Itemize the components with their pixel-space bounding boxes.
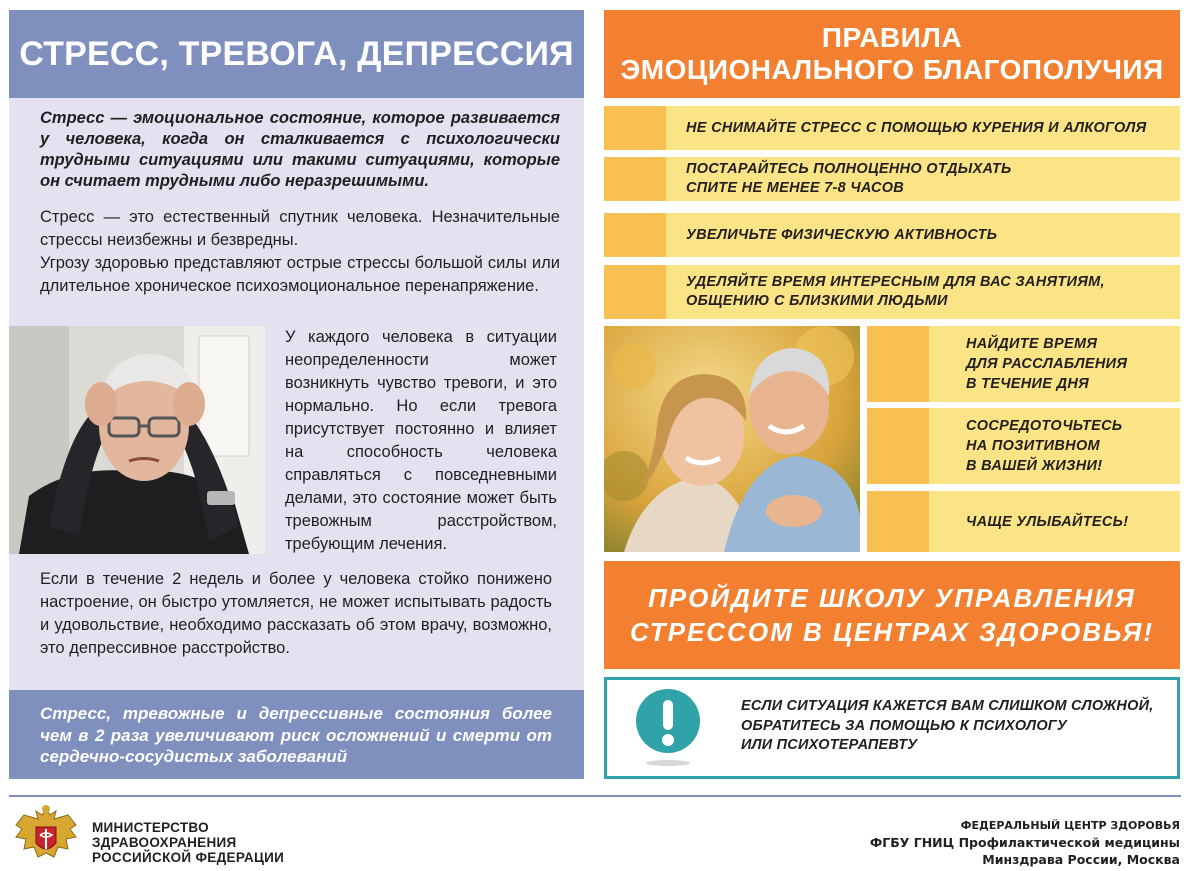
ministry-name	[92, 820, 284, 865]
rules-title-line1: ПРАВИЛА	[821, 22, 963, 53]
left-panel	[9, 10, 584, 779]
rules-title-line2: ЭМОЦИОНАЛЬНОГО БЛАГОПОЛУЧИЯ	[620, 54, 1164, 85]
coat-of-arms-icon	[10, 803, 82, 869]
rule-line: ЧАЩЕ УЛЫБАЙТЕСЬ!	[966, 513, 1129, 530]
depression-paragraph: Если в течение 2 недель и более у человека стойко понижено настроение, он быстро утомляется, не может испытывать радость и удовольствие, необходимо рассказать об этом врачу, возможно, это депрессивное расстройство.	[40, 570, 552, 657]
rule-item	[867, 326, 1180, 402]
rule-swatch	[604, 213, 666, 257]
rule-line: СПИТЕ НЕ МЕНЕЕ 7-8 ЧАСОВ	[686, 180, 905, 196]
help-line: ЕСЛИ СИТУАЦИЯ КАЖЕТСЯ ВАМ СЛИШКОМ СЛОЖНОЙ,	[741, 698, 1154, 714]
page-title: СТРЕСС, ТРЕВОГА, ДЕПРЕССИЯ	[19, 34, 574, 73]
help-line: ОБРАТИТЕСЬ ЗА ПОМОЩЬЮ К ПСИХОЛОГУ	[741, 717, 1067, 734]
ministry-line: МИНИСТЕРСТВО	[92, 820, 209, 835]
center-line: ФЕДЕРАЛЬНЫЙ ЦЕНТР ЗДОРОВЬЯ	[960, 819, 1180, 832]
ministry-line: ЗДРАВООХРАНЕНИЯ	[92, 835, 237, 850]
rule-line: НАЙДИТЕ ВРЕМЯ	[966, 336, 1098, 352]
center-line: Минздрава России, Москва	[982, 852, 1180, 867]
risk-banner	[9, 690, 584, 779]
rule-line: ПОСТАРАЙТЕСЬ ПОЛНОЦЕННО ОТДЫХАТЬ	[686, 161, 1012, 177]
rule-item	[867, 408, 1180, 484]
school-line2: СТРЕССОМ В ЦЕНТРАХ ЗДОРОВЬЯ!	[629, 617, 1155, 647]
rule-item	[604, 106, 1180, 150]
rule-swatch	[867, 491, 929, 552]
exclamation-icon	[635, 688, 701, 768]
rule-text	[686, 265, 1170, 319]
rules-header	[604, 10, 1180, 98]
rule-swatch	[867, 408, 929, 484]
rule-swatch	[604, 157, 666, 201]
school-line1: ПРОЙДИТЕ ШКОЛУ УПРАВЛЕНИЯ	[648, 583, 1136, 613]
footer-divider	[9, 795, 1181, 797]
rule-swatch	[604, 106, 666, 150]
rule-line: В ТЕЧЕНИЕ ДНЯ	[966, 376, 1089, 392]
stress-school-banner	[604, 561, 1180, 669]
stress-body	[40, 206, 560, 298]
help-line: ИЛИ ПСИХОТЕРАПЕВТУ	[741, 737, 918, 753]
rule-text	[686, 213, 1170, 257]
rule-text	[966, 408, 1174, 484]
health-center-info	[870, 818, 1180, 868]
rule-text	[686, 106, 1170, 150]
anxiety-paragraph: У каждого человека в ситуации неопределенности может возникнуть чувство тревоги, и это нормально. Но если тревога присутствует постоянно и влияет на способность человека справляться с повседневными делами, это состояние может быть тревожным расстройством, требующим лечения.	[285, 328, 557, 553]
stress-body-2: Угрозу здоровью представляют острые стрессы большой силы или длительное хроническое психоэмоциональное перенапряжение.	[40, 254, 560, 295]
rule-line: СОСРЕДОТОЧЬТЕСЬ	[966, 418, 1123, 434]
left-header	[9, 10, 584, 98]
rule-line: УВЕЛИЧЬТЕ ФИЗИЧЕСКУЮ АКТИВНОСТЬ	[686, 226, 998, 243]
center-line: ФГБУ ГНИЦ Профилактической медицины	[869, 835, 1180, 850]
rule-swatch	[604, 265, 666, 319]
rule-text	[966, 491, 1174, 552]
ministry-line: РОССИЙСКОЙ ФЕДЕРАЦИИ	[92, 850, 285, 865]
rule-line: ОБЩЕНИЮ С БЛИЗКИМИ ЛЮДЬМИ	[686, 293, 948, 309]
help-notice	[604, 677, 1180, 779]
rule-line: УДЕЛЯЙТЕ ВРЕМЯ ИНТЕРЕСНЫМ ДЛЯ ВАС ЗАНЯТИЯМ,	[686, 274, 1105, 290]
rule-text	[686, 157, 1170, 201]
rule-line: ДЛЯ РАССЛАБЛЕНИЯ	[966, 356, 1128, 372]
rule-item	[604, 157, 1180, 201]
rule-item	[604, 265, 1180, 319]
happy-couple-photo	[604, 326, 860, 552]
stress-body-1: Стресс — это естественный спутник человека. Незначительные стрессы неизбежны и безвредны.	[40, 208, 560, 249]
rule-item	[604, 213, 1180, 257]
risk-text: Стресс, тревожные и депрессивные состояния более чем в 2 раза увеличивают риск осложнений и смерти от сердечно-сосудистых заболеваний	[40, 704, 552, 766]
stressed-man-photo	[9, 326, 265, 554]
rule-line: НА ПОЗИТИВНОМ	[966, 438, 1100, 454]
help-text	[741, 697, 1171, 756]
rule-item	[867, 491, 1180, 552]
rule-text	[966, 326, 1174, 402]
rule-line: В ВАШЕЙ ЖИЗНИ!	[966, 458, 1103, 474]
rule-swatch	[867, 326, 929, 402]
rule-line: НЕ СНИМАЙТЕ СТРЕСС С ПОМОЩЬЮ КУРЕНИЯ И АЛКОГОЛЯ	[686, 119, 1147, 136]
stress-definition: Стресс — эмоциональное состояние, которое развивается у человека, когда он сталкивается с психологически трудными ситуациями или такими ситуациями, которые он считает трудными либо неразрешимыми.	[40, 109, 560, 190]
